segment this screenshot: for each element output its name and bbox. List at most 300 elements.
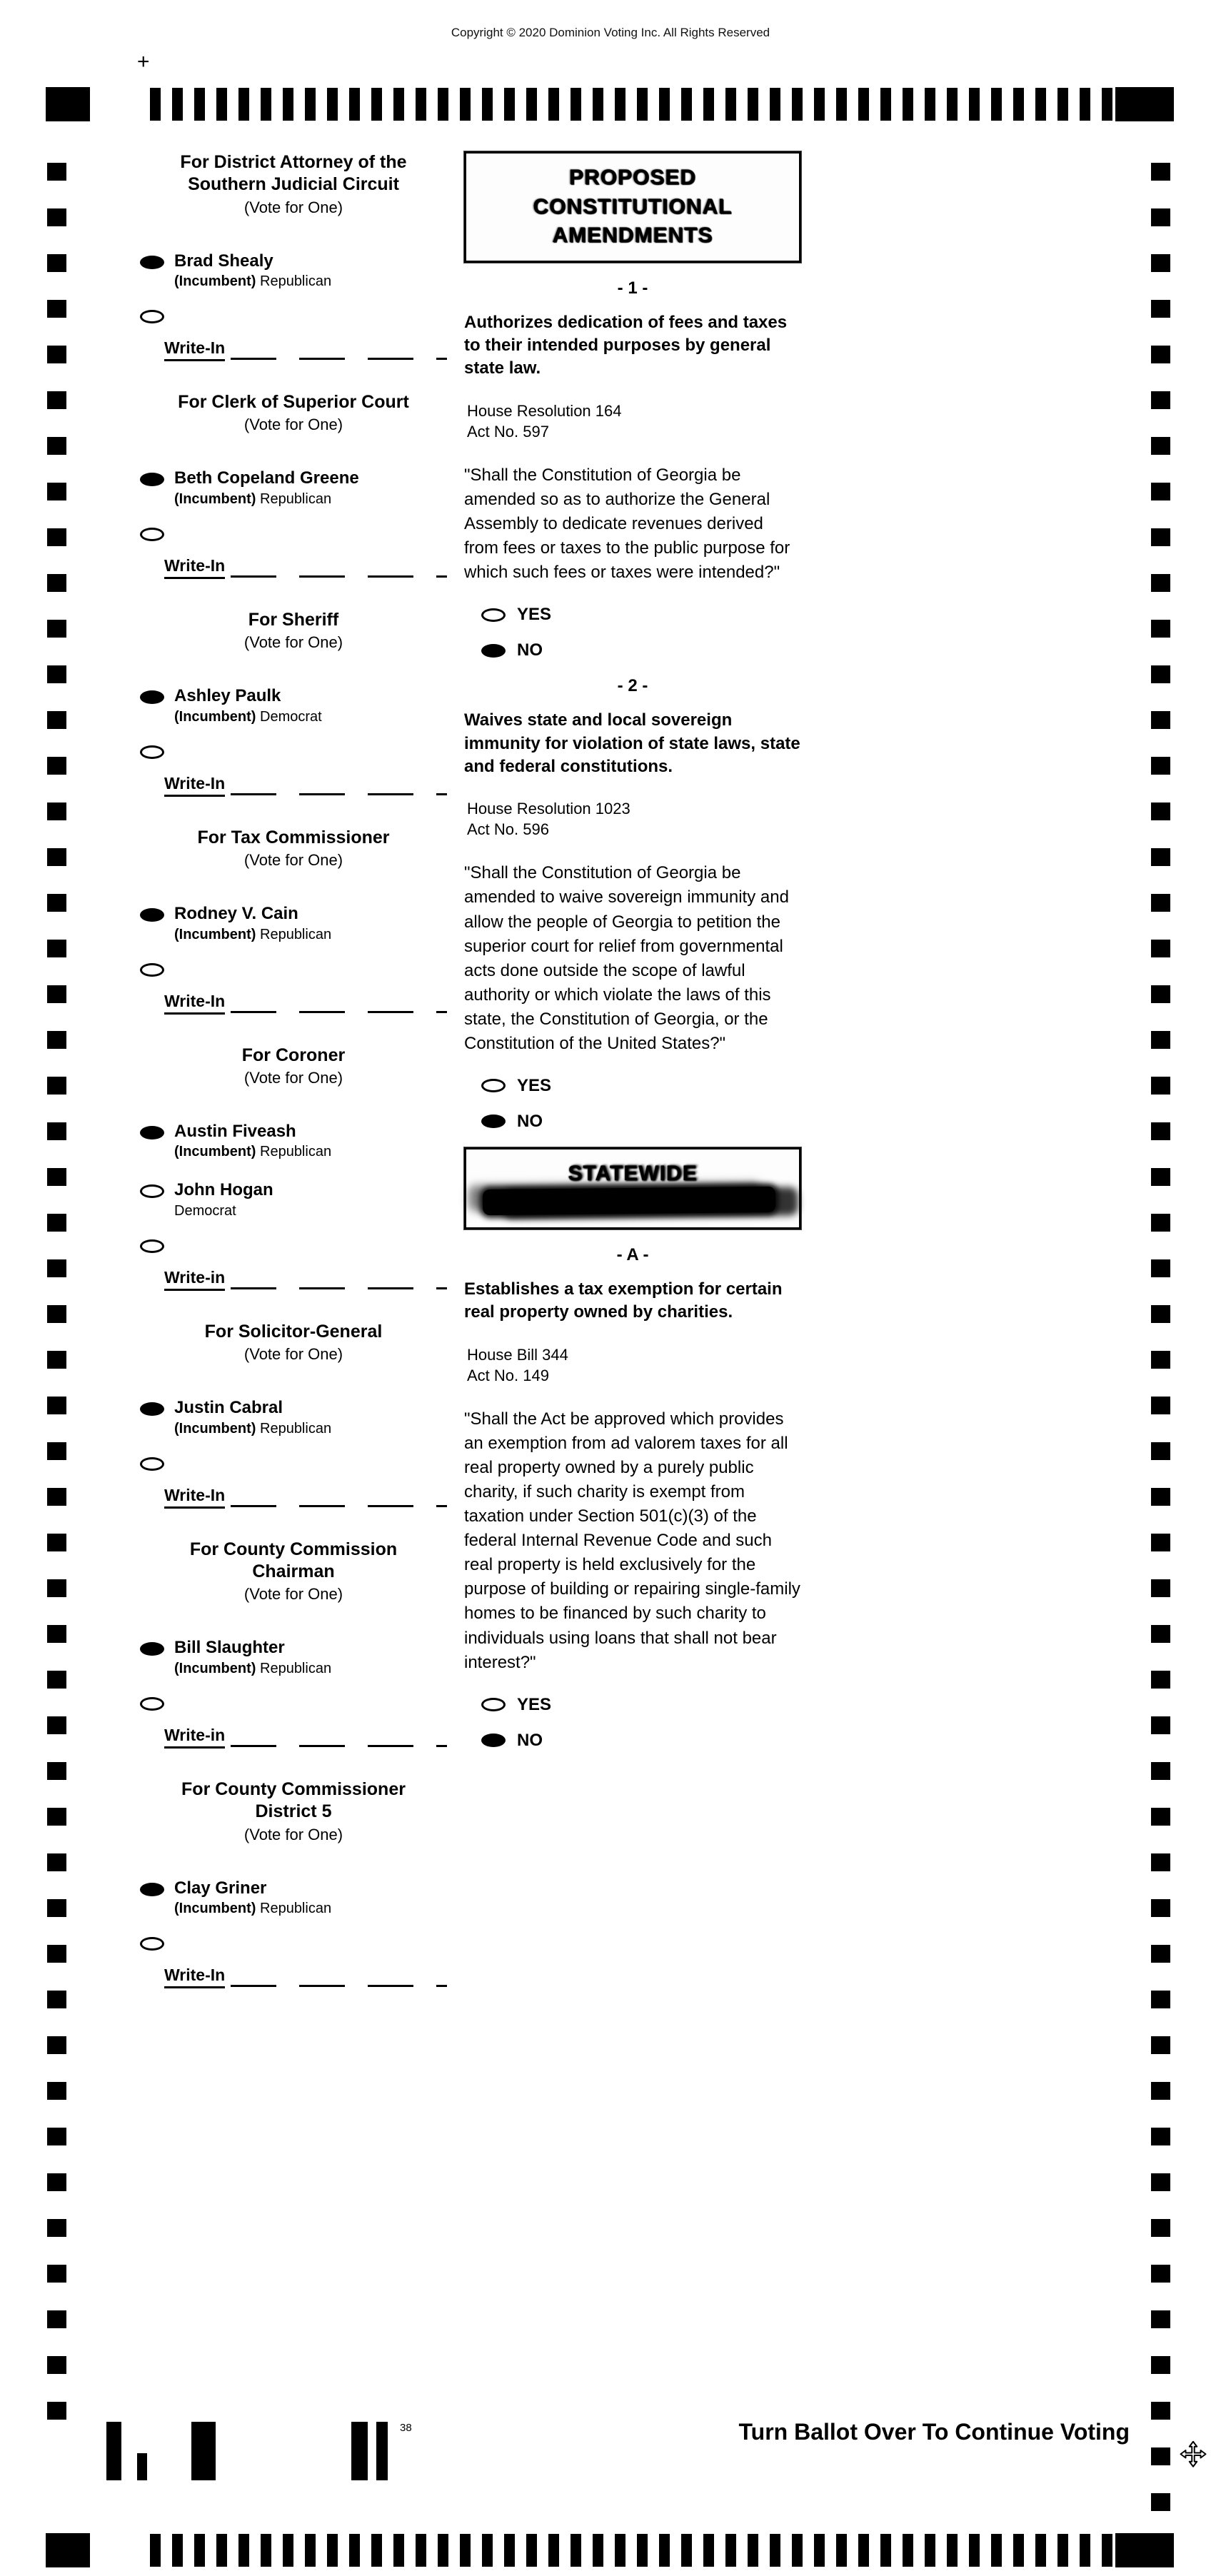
write-in-rule[interactable] <box>231 793 447 795</box>
timing-mark <box>1151 1716 1170 1734</box>
timing-mark <box>504 88 515 121</box>
timing-mark <box>349 2534 360 2567</box>
timing-mark <box>748 2534 758 2567</box>
sheet-mark: 38 <box>400 2422 412 2434</box>
race-instruction: (Vote for One) <box>243 1345 343 1364</box>
incumbent-label: (Incumbent) <box>174 1144 256 1160</box>
timing-mark <box>1151 483 1170 500</box>
ink-smudge <box>483 1187 775 1215</box>
reference-line: Act No. 149 <box>467 1366 549 1384</box>
timing-mark <box>770 2534 780 2567</box>
race-block <box>140 1778 447 1988</box>
timing-mark <box>460 88 471 121</box>
timing-mark <box>836 88 847 121</box>
timing-mark <box>615 88 625 121</box>
bottom-timing-row <box>46 2533 1174 2567</box>
write-in-label: Write-in <box>164 1268 225 1291</box>
race-title: For District Attorney of the Southern Judicial Circuit <box>180 152 407 195</box>
timing-mark <box>283 88 293 121</box>
timing-mark <box>1151 2356 1170 2374</box>
write-in-rule[interactable] <box>231 1745 447 1747</box>
candidate-row <box>140 1180 447 1219</box>
timing-mark <box>1151 1305 1170 1323</box>
candidate-text <box>174 1180 273 1219</box>
ballot-measure <box>464 676 801 1132</box>
candidate-text <box>174 251 331 291</box>
timing-mark <box>1151 2036 1170 2054</box>
timing-mark <box>416 2534 426 2567</box>
timing-mark <box>47 1214 66 1232</box>
write-in-rule[interactable] <box>231 575 447 578</box>
race-instruction: (Vote for One) <box>243 633 343 652</box>
timing-mark <box>548 88 559 121</box>
timing-mark <box>283 2534 293 2567</box>
timing-mark <box>903 2534 913 2567</box>
write-in-oval[interactable] <box>140 963 164 977</box>
candidate-oval[interactable] <box>140 256 164 269</box>
timing-mark <box>571 88 581 121</box>
timing-mark <box>1151 574 1170 592</box>
timing-mark <box>438 2534 448 2567</box>
timing-mark <box>172 88 183 121</box>
candidate-name: Bill Slaughter <box>174 1638 285 1658</box>
candidate-detail <box>174 273 331 290</box>
timing-mark <box>150 88 161 121</box>
timing-mark <box>371 88 382 121</box>
write-in-rule[interactable] <box>231 358 447 360</box>
race-instruction: (Vote for One) <box>243 851 343 870</box>
barcode-bar <box>376 2422 388 2480</box>
timing-block <box>1115 87 1174 121</box>
timing-mark <box>47 1534 66 1551</box>
candidate-text <box>174 904 331 943</box>
timing-mark <box>47 1945 66 1963</box>
right-column <box>464 151 801 1766</box>
timing-mark <box>858 2534 869 2567</box>
timing-mark <box>991 2534 1002 2567</box>
candidate-name: Ashley Paulk <box>174 686 281 706</box>
timing-mark <box>1151 1488 1170 1506</box>
timing-mark <box>1151 1808 1170 1826</box>
timing-mark <box>47 574 66 592</box>
timing-mark <box>659 88 670 121</box>
option-oval[interactable] <box>481 608 506 622</box>
write-in-oval[interactable] <box>140 528 164 541</box>
timing-mark <box>47 2219 66 2237</box>
candidate-detail <box>174 1421 331 1437</box>
option-row <box>481 1731 801 1751</box>
option-row <box>481 1695 801 1715</box>
timing-mark <box>836 2534 847 2567</box>
measure-summary: Authorizes dedication of fees and taxes to their intended purposes by general state law. <box>464 312 788 378</box>
timing-mark <box>880 88 891 121</box>
section-header-box <box>464 151 801 263</box>
candidate-row <box>140 1122 447 1161</box>
timing-mark <box>1080 2534 1090 2567</box>
write-in-rule[interactable] <box>231 1505 447 1507</box>
timing-mark <box>47 483 66 500</box>
party-label: Republican <box>260 1420 332 1437</box>
timing-mark <box>393 2534 404 2567</box>
candidate-detail <box>174 709 322 725</box>
incumbent-label: (Incumbent) <box>174 1901 256 1917</box>
write-in-oval[interactable] <box>140 1239 164 1253</box>
timing-mark <box>47 1351 66 1369</box>
race-block <box>140 1539 447 1749</box>
write-in-oval-row <box>140 963 447 980</box>
left-column <box>140 151 447 2018</box>
barcode-bar <box>106 2422 121 2480</box>
option-row <box>481 1112 801 1132</box>
timing-mark <box>969 88 980 121</box>
timing-mark <box>47 391 66 409</box>
timing-mark <box>47 346 66 363</box>
candidate-detail <box>174 927 331 943</box>
write-in-label: Write-In <box>164 1966 225 1988</box>
timing-mark <box>925 2534 935 2567</box>
write-in-area <box>164 1726 447 1749</box>
party-label: Republican <box>260 490 332 507</box>
race-block <box>140 1045 447 1291</box>
ballot-measure <box>464 1245 801 1751</box>
timing-mark <box>47 2128 66 2145</box>
incumbent-label: (Incumbent) <box>174 708 256 725</box>
timing-mark <box>725 2534 736 2567</box>
candidate-oval[interactable] <box>140 908 164 922</box>
timing-mark <box>47 665 66 683</box>
timing-mark <box>991 88 1002 121</box>
timing-mark <box>1057 88 1068 121</box>
barcode-bar <box>191 2422 216 2480</box>
timing-mark <box>1151 2402 1170 2420</box>
measure-summary: Establishes a tax exemption for certain real property owned by charities. <box>464 1279 783 1322</box>
race-title: For Coroner <box>241 1045 346 1065</box>
timing-mark <box>47 985 66 1003</box>
candidate-row <box>140 1878 447 1918</box>
timing-mark <box>47 1991 66 2008</box>
section-header-line: STATEWIDE <box>568 1161 698 1185</box>
timing-mark <box>1151 803 1170 820</box>
party-label: Democrat <box>174 1203 236 1219</box>
section-header-line: CONSTITUTIONAL <box>533 194 733 218</box>
write-in-oval[interactable] <box>140 1697 164 1711</box>
timing-mark <box>238 88 249 121</box>
write-in-rule[interactable] <box>231 1985 447 1987</box>
candidate-row <box>140 468 447 508</box>
timing-mark <box>1151 1853 1170 1871</box>
party-label: Republican <box>260 926 332 942</box>
write-in-label: Write-in <box>164 1726 225 1749</box>
timing-mark <box>1151 1168 1170 1186</box>
timing-mark <box>858 88 869 121</box>
timing-mark <box>770 88 780 121</box>
candidate-oval[interactable] <box>140 1126 164 1139</box>
timing-mark <box>47 1305 66 1323</box>
timing-mark <box>1151 2219 1170 2237</box>
race-title: For Solicitor-General <box>204 1322 383 1342</box>
write-in-area <box>164 774 447 797</box>
candidate-row <box>140 1638 447 1677</box>
timing-mark <box>1151 1579 1170 1597</box>
timing-mark <box>637 88 648 121</box>
write-in-area <box>164 1486 447 1509</box>
timing-mark <box>1151 1625 1170 1643</box>
section-header-line: AMENDMENTS <box>552 223 713 247</box>
candidate-text <box>174 1638 331 1677</box>
write-in-label: Write-In <box>164 338 225 361</box>
timing-mark <box>659 2534 670 2567</box>
measure-references <box>464 1344 801 1386</box>
timing-mark <box>47 1579 66 1597</box>
write-in-rule[interactable] <box>231 1011 447 1013</box>
option-oval[interactable] <box>481 1734 506 1747</box>
incumbent-label: (Incumbent) <box>174 490 256 507</box>
timing-mark <box>947 2534 958 2567</box>
timing-mark <box>47 757 66 775</box>
race-title: For County Commissioner District 5 <box>181 1779 406 1822</box>
timing-mark <box>792 2534 803 2567</box>
timing-mark <box>1151 2493 1170 2511</box>
timing-mark <box>47 711 66 729</box>
timing-mark <box>703 2534 714 2567</box>
timing-mark <box>814 88 825 121</box>
timing-mark <box>637 2534 648 2567</box>
race-block <box>140 609 447 797</box>
write-in-oval[interactable] <box>140 310 164 323</box>
timing-mark <box>703 88 714 121</box>
timing-mark <box>47 2082 66 2100</box>
reference-line: Act No. 597 <box>467 422 549 441</box>
timing-mark <box>1151 757 1170 775</box>
timing-mark <box>1151 1122 1170 1140</box>
timing-mark <box>947 88 958 121</box>
candidate-detail <box>174 1661 331 1677</box>
left-timing-column <box>47 163 66 2447</box>
write-in-oval[interactable] <box>140 745 164 759</box>
timing-mark <box>47 1259 66 1277</box>
write-in-area <box>164 992 447 1015</box>
timing-mark <box>482 2534 493 2567</box>
timing-mark <box>1151 1991 1170 2008</box>
timing-mark <box>47 254 66 272</box>
candidate-name: Clay Griner <box>174 1878 267 1898</box>
candidate-detail <box>174 1203 273 1219</box>
section-header-line: PROPOSED <box>568 166 697 189</box>
timing-mark <box>47 2310 66 2328</box>
top-timing-row <box>46 87 1174 121</box>
race-block <box>140 827 447 1015</box>
option-oval[interactable] <box>481 1115 506 1128</box>
timing-mark <box>47 2356 66 2374</box>
candidate-row <box>140 686 447 725</box>
option-label: YES <box>517 1075 552 1095</box>
race-block <box>140 1321 447 1509</box>
timing-mark <box>47 1077 66 1095</box>
timing-mark <box>681 2534 692 2567</box>
timing-mark <box>1151 1259 1170 1277</box>
timing-mark <box>1151 528 1170 546</box>
candidate-oval[interactable] <box>140 1642 164 1656</box>
timing-mark <box>47 803 66 820</box>
candidate-detail <box>174 1901 331 1917</box>
timing-mark <box>216 2534 227 2567</box>
party-label: Republican <box>260 273 332 290</box>
measure-question: "Shall the Constitution of Georgia be amended so as to authorize the General Assembly to dedicate revenues derived from fees or taxes to the public purpose for which such fees or taxes were intended?" <box>464 465 790 583</box>
timing-mark <box>47 163 66 181</box>
barcode-block <box>100 2422 500 2487</box>
timing-mark <box>47 1397 66 1414</box>
timing-mark <box>47 848 66 866</box>
reference-line: House Resolution 1023 <box>467 800 630 818</box>
write-in-label: Write-In <box>164 992 225 1015</box>
timing-mark <box>47 1122 66 1140</box>
timing-mark <box>526 88 537 121</box>
timing-mark <box>305 88 316 121</box>
timing-mark <box>1151 391 1170 409</box>
candidate-name: Austin Fiveash <box>174 1121 296 1141</box>
timing-mark <box>216 88 227 121</box>
timing-mark <box>1151 940 1170 957</box>
timing-mark <box>1151 1945 1170 1963</box>
timing-mark <box>593 88 603 121</box>
timing-mark <box>969 2534 980 2567</box>
write-in-rule[interactable] <box>231 1287 447 1289</box>
write-in-area <box>164 1268 447 1291</box>
timing-mark <box>327 2534 338 2567</box>
measure-references <box>464 401 801 442</box>
timing-mark <box>1151 1397 1170 1414</box>
measure-question: "Shall the Act be approved which provides an exemption from ad valorem taxes for all real property owned by a purely public charity, if such charity is exempt from taxation under Section 501(c)(3) of the federal Internal Revenue Code and such real property is held exclusively for the purpose of building or repairing single-family homes to be financed by such charity to individuals using loans that shall not bear interest?" <box>464 1409 800 1672</box>
timing-mark <box>1151 1899 1170 1917</box>
race-block <box>140 391 447 579</box>
measure-number: - A - <box>616 1244 649 1264</box>
turn-ballot-instruction: Turn Ballot Over To Continue Voting <box>738 2419 1130 2445</box>
option-row <box>481 1076 801 1096</box>
timing-mark <box>725 88 736 121</box>
section-header-box <box>464 1147 801 1229</box>
candidate-row <box>140 251 447 291</box>
race-instruction: (Vote for One) <box>243 1585 343 1604</box>
timing-mark <box>526 2534 537 2567</box>
timing-mark <box>1080 88 1090 121</box>
timing-mark <box>1151 163 1170 181</box>
timing-mark <box>261 2534 271 2567</box>
party-label: Democrat <box>260 708 322 725</box>
timing-mark <box>1151 894 1170 912</box>
reference-line: House Resolution 164 <box>467 401 622 420</box>
option-row <box>481 640 801 660</box>
timing-mark <box>1151 1351 1170 1369</box>
candidate-row <box>140 904 447 943</box>
timing-mark <box>880 2534 891 2567</box>
timing-mark <box>238 2534 249 2567</box>
timing-mark <box>903 88 913 121</box>
timing-mark <box>1151 1077 1170 1095</box>
candidate-text <box>174 468 359 508</box>
write-in-oval[interactable] <box>140 1457 164 1471</box>
timing-mark <box>47 2402 66 2420</box>
timing-mark <box>194 2534 205 2567</box>
timing-mark <box>47 894 66 912</box>
option-oval[interactable] <box>481 644 506 658</box>
timing-mark <box>1035 2534 1046 2567</box>
timing-mark <box>47 437 66 455</box>
timing-mark <box>1151 1762 1170 1780</box>
write-in-area <box>164 338 447 361</box>
candidate-name: Justin Cabral <box>174 1398 283 1418</box>
copyright-notice: Copyright © 2020 Dominion Voting Inc. All Rights Reserved <box>451 26 770 39</box>
timing-mark <box>172 2534 183 2567</box>
write-in-oval-row <box>140 1457 447 1474</box>
candidate-name: John Hogan <box>174 1180 273 1200</box>
candidate-oval[interactable] <box>140 473 164 486</box>
timing-mark <box>460 2534 471 2567</box>
race-title: For Sheriff <box>248 609 339 630</box>
timing-mark <box>438 88 448 121</box>
timing-mark <box>327 88 338 121</box>
option-label: NO <box>517 1111 543 1131</box>
race-instruction: (Vote for One) <box>243 1825 343 1843</box>
party-label: Republican <box>260 1144 332 1160</box>
timing-mark <box>349 88 360 121</box>
candidate-oval[interactable] <box>140 690 164 704</box>
reference-line: Act No. 596 <box>467 820 549 839</box>
timing-mark <box>47 1716 66 1734</box>
race-block <box>140 151 447 361</box>
timing-mark <box>371 2534 382 2567</box>
race-instruction: (Vote for One) <box>243 1068 343 1087</box>
timing-mark <box>571 2534 581 2567</box>
write-in-oval[interactable] <box>140 1937 164 1951</box>
race-title: For County Commission Chairman <box>189 1539 398 1582</box>
timing-mark <box>1013 2534 1024 2567</box>
timing-mark <box>47 1168 66 1186</box>
write-in-oval-row <box>140 1239 447 1257</box>
timing-mark <box>615 2534 625 2567</box>
timing-mark <box>1151 2082 1170 2100</box>
option-oval[interactable] <box>481 1079 506 1092</box>
candidate-detail <box>174 491 359 508</box>
option-label: NO <box>517 1730 543 1750</box>
write-in-oval-row <box>140 1937 447 1954</box>
timing-mark <box>47 1671 66 1689</box>
timing-mark <box>1151 1671 1170 1689</box>
timing-mark <box>47 1899 66 1917</box>
timing-block <box>1115 2533 1174 2567</box>
option-row <box>481 605 801 625</box>
timing-mark <box>1151 254 1170 272</box>
timing-mark <box>925 88 935 121</box>
option-oval[interactable] <box>481 1698 506 1711</box>
right-timing-column <box>1151 163 1170 2539</box>
incumbent-label: (Incumbent) <box>174 273 256 290</box>
timing-mark <box>1151 2128 1170 2145</box>
timing-mark <box>47 300 66 318</box>
candidate-oval[interactable] <box>140 1883 164 1896</box>
measure-summary: Waives state and local sovereign immunity for violation of state laws, state and federal constitutions. <box>464 710 800 776</box>
race-title: For Tax Commissioner <box>197 827 390 847</box>
timing-mark <box>47 1808 66 1826</box>
ballot-measure <box>464 278 801 661</box>
option-label: YES <box>517 1694 552 1714</box>
timing-mark <box>47 1031 66 1049</box>
candidate-oval[interactable] <box>140 1184 164 1198</box>
candidate-oval[interactable] <box>140 1402 164 1416</box>
write-in-label: Write-In <box>164 774 225 797</box>
timing-mark <box>1151 985 1170 1003</box>
timing-mark <box>1151 1031 1170 1049</box>
timing-mark <box>593 2534 603 2567</box>
